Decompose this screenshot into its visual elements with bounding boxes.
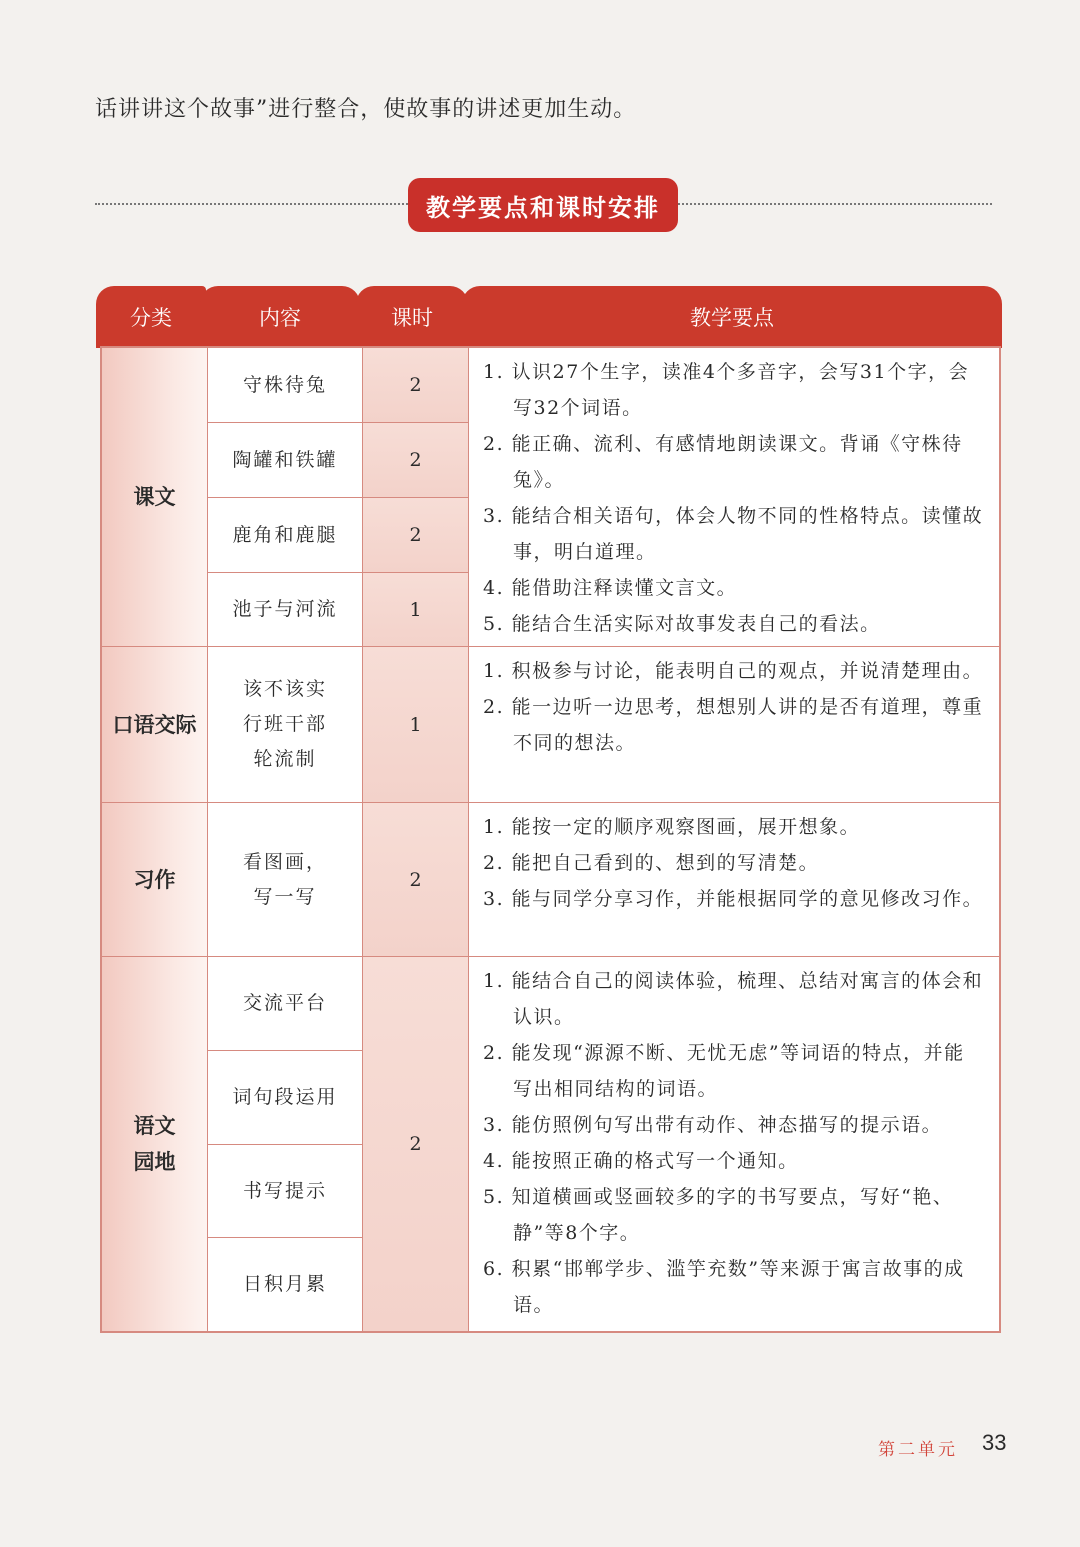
content-cell: 该不该实行班干部轮流制 — [208, 647, 363, 803]
teaching-point: 2. 能一边听一边思考，想想别人讲的是否有道理，尊重不同的想法。 — [483, 696, 984, 754]
content-cell: 日积月累 — [208, 1238, 363, 1331]
category-cell: 习作 — [102, 803, 208, 957]
teaching-point: 4. 能借助注释读懂文言文。 — [483, 577, 738, 599]
content-cell: 词句段运用 — [208, 1051, 363, 1145]
header-teaching-points: 教学要点 — [462, 286, 1002, 348]
category-cell: 语文园地 — [102, 957, 208, 1331]
teaching-point: 3. 能结合相关语句，体会人物不同的性格特点。读懂故事，明白道理。 — [483, 505, 984, 563]
content-cell: 守株待兔 — [208, 348, 363, 423]
section-divider-left — [95, 203, 408, 205]
header-category: 分类 — [96, 286, 206, 348]
unit-label: 第二单元 — [878, 1440, 958, 1460]
section-divider-right — [678, 203, 992, 205]
teaching-point: 3. 能仿照例句写出带有动作、神态描写的提示语。 — [483, 1114, 943, 1136]
teaching-point: 5. 知道横画或竖画较多的字的书写要点，写好“艳、静”等8个字。 — [483, 1186, 954, 1244]
teaching-points-cell — [469, 803, 999, 957]
content-cell: 池子与河流 — [208, 573, 363, 647]
content-cell: 陶罐和铁罐 — [208, 423, 363, 498]
hours-cell: 2 — [363, 423, 469, 498]
hours-cell: 2 — [363, 348, 469, 423]
content-cell: 鹿角和鹿腿 — [208, 498, 363, 573]
lesson-plan-table — [100, 346, 1001, 1333]
teaching-point: 1. 积极参与讨论，能表明自己的观点，并说清楚理由。 — [483, 660, 984, 682]
teaching-point: 1. 能结合自己的阅读体验，梳理、总结对寓言的体会和认识。 — [483, 970, 984, 1028]
category-cell: 课文 — [102, 348, 208, 647]
hours-cell: 1 — [363, 647, 469, 803]
teaching-point: 1. 能按一定的顺序观察图画，展开想象。 — [483, 816, 861, 838]
hours-cell: 1 — [363, 573, 469, 647]
teaching-point: 5. 能结合生活实际对故事发表自己的看法。 — [483, 613, 881, 635]
teaching-point: 2. 能正确、流利、有感情地朗读课文。背诵《守株待兔》。 — [483, 433, 963, 491]
content-cell: 看图画，写一写 — [208, 803, 363, 957]
teaching-point: 2. 能把自己看到的、想到的写清楚。 — [483, 852, 820, 874]
teaching-points-cell — [469, 957, 999, 1331]
teaching-point: 6. 积累“邯郸学步、滥竽充数”等来源于寓言故事的成语。 — [483, 1258, 965, 1316]
page-number: 33 — [982, 1430, 1007, 1455]
teaching-point: 4. 能按照正确的格式写一个通知。 — [483, 1150, 799, 1172]
hours-cell: 2 — [363, 803, 469, 957]
intro-paragraph: 话讲讲这个故事”进行整合，使故事的讲述更加生动。 — [95, 97, 637, 122]
content-cell: 书写提示 — [208, 1145, 363, 1238]
content-cell: 交流平台 — [208, 957, 363, 1051]
teaching-points-cell — [469, 647, 999, 803]
teaching-point: 1. 认识27个生字，读准4个多音字，会写31个字，会写32个词语。 — [483, 361, 970, 419]
teaching-point: 2. 能发现“源源不断、无忧无虑”等词语的特点，并能写出相同结构的词语。 — [483, 1042, 965, 1100]
hours-cell: 2 — [363, 957, 469, 1331]
header-content: 内容 — [200, 286, 360, 348]
category-cell: 口语交际 — [102, 647, 208, 803]
teaching-point: 3. 能与同学分享习作，并能根据同学的意见修改习作。 — [483, 888, 984, 910]
header-hours: 课时 — [356, 286, 468, 348]
hours-cell: 2 — [363, 498, 469, 573]
section-title: 教学要点和课时安排 — [408, 178, 678, 232]
teaching-points-cell — [469, 348, 999, 647]
